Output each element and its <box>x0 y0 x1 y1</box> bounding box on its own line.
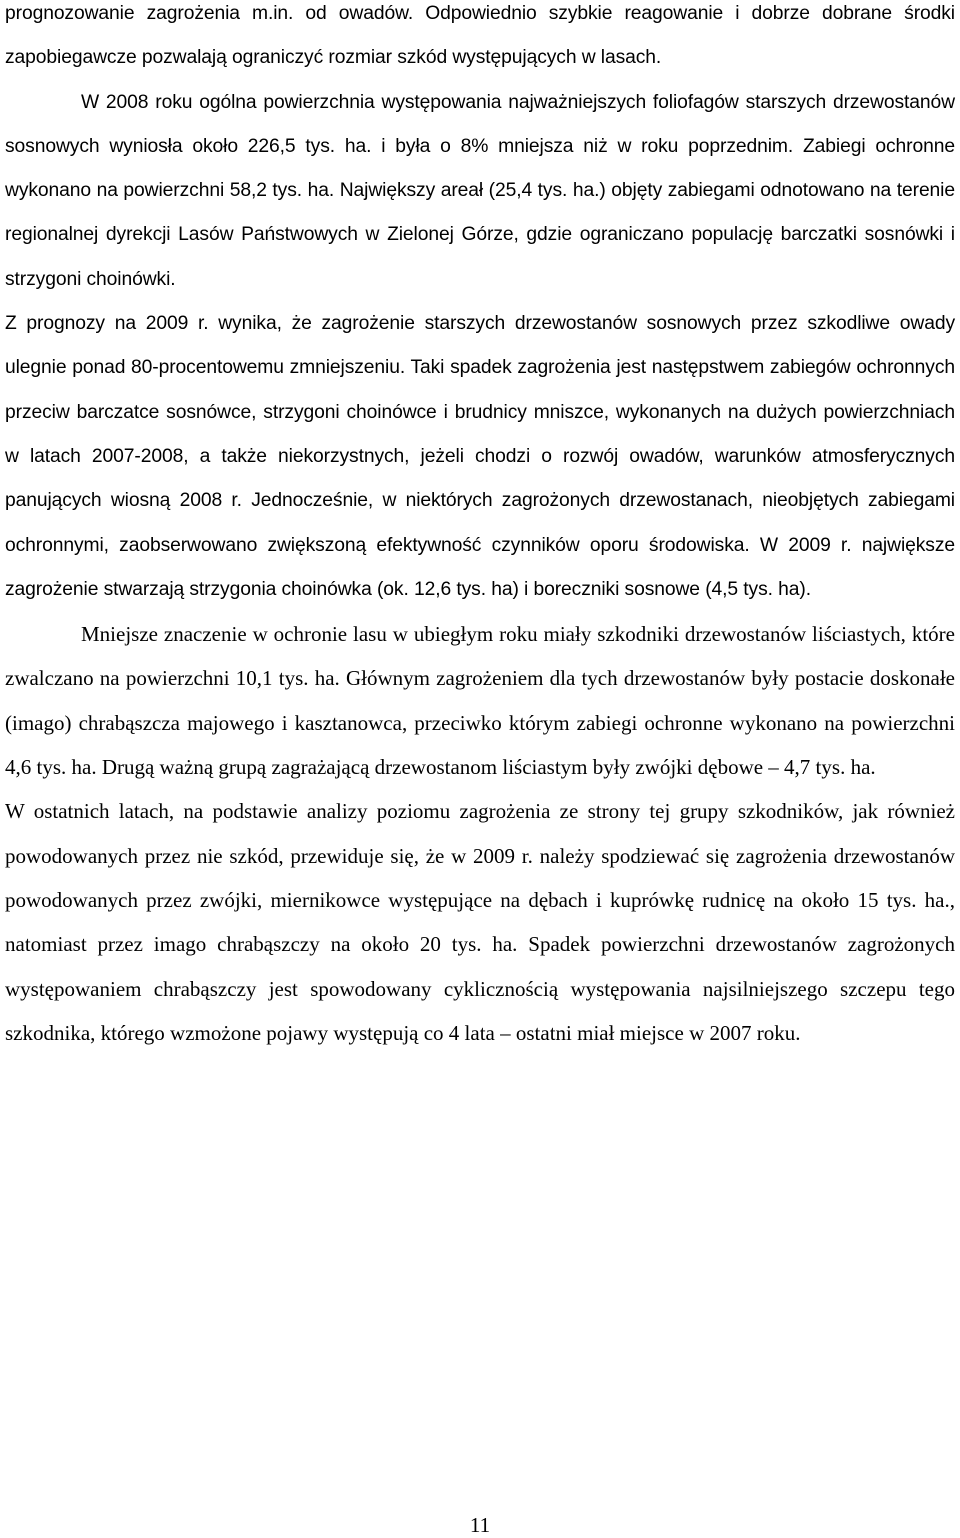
paragraph-continued: prognozowanie zagrożenia m.in. od owadów. Odpowiednio szybkie reagowanie i dobrze dobrane środki zapobiegawcze pozwalają ograniczyć rozmiar szkód występujących w lasach. <box>5 3 955 69</box>
page-number: 11 <box>469 1513 491 1537</box>
paragraph-foliofagi: W 2008 roku ogólna powierzchnia występowania najważniejszych foliofagów starszych drzewostanów sosnowych wyniosła około 226,5 tys. ha. i była o 8% mniejsza niż w roku poprzednim. Zabiegi ochronne wykonano na powierzchni 58,2 tys. ha. Największy areał (25,4 tys. ha.) objęty zabiegami odnotowano na terenie regionalnej dyrekcji Lasów Państwowych w Zielonej Górze, gdzie ograniczano populację barczatki sosnówki i strzygoni choinówki. <box>5 91 955 290</box>
paragraph-ostatnie-lata: W ostatnich latach, na podstawie analizy poziomu zagrożenia ze strony tej grupy szkodników, jak również powodowanych przez nie szkód, przewiduje się, że w 2009 r. należy spodziewać się zagrożenia drzewostanów powodowanych przez zwójki, miernikowce występujące na dębach i kuprówkę rudnicę na około 15 tys. ha., natomiast przez imago chrabąszczy na około 20 tys. ha. Spadek powierzchni drzewostanów zagrożonych występowaniem chrabąszczy jest spowodowany cyklicznością występowania najsilniejszego szczepu tego szkodnika, którego wzmożone pojawy występują co 4 lata – ostatni miał miejsce w 2007 roku. <box>5 799 955 1045</box>
paragraph-lisciaste: Mniejsze znaczenie w ochronie lasu w ubiegłym roku miały szkodniki drzewostanów liściastych, które zwalczano na powierzchni 10,1 tys. ha. Głównym zagrożeniem dla tych drzewostanów były postacie doskonałe (imago) chrabąszcza majowego i kasztanowca, przeciwko którym zabiegi ochronne wykonano na powierzchni 4,6 tys. ha. Drugą ważną grupą zagrażającą drzewostanom liściastym były zwójki dębowe – 4,7 tys. ha. <box>5 622 955 780</box>
paragraph-prognoza: Z prognozy na 2009 r. wynika, że zagrożenie starszych drzewostanów sosnowych przez szkodliwe owady ulegnie ponad 80-procentowemu zmniejszeniu. Taki spadek zagrożenia jest następstwem zabiegów ochronnych przeciw barczatce sosnówce, strzygoni choinówce i brudnicy mniszce, wykonanych na dużych powierzchniach w latach 2007-2008, a także niekorzystnych, jeżeli chodzi o rozwój owadów, warunków atmosferycznych panujących wiosną 2008 r. Jednocześnie, w niektórych zagrożonych drzewostanach, nieobjętych zabiegami ochronnymi, zaobserwowano zwiększoną efektywność czynników oporu środowiska. W 2009 r. największe zagrożenie stwarzają strzygonia choinówka (ok. 12,6 tys. ha) i boreczniki sosnowe (4,5 tys. ha). <box>5 313 955 600</box>
document-page <box>5 0 955 1055</box>
